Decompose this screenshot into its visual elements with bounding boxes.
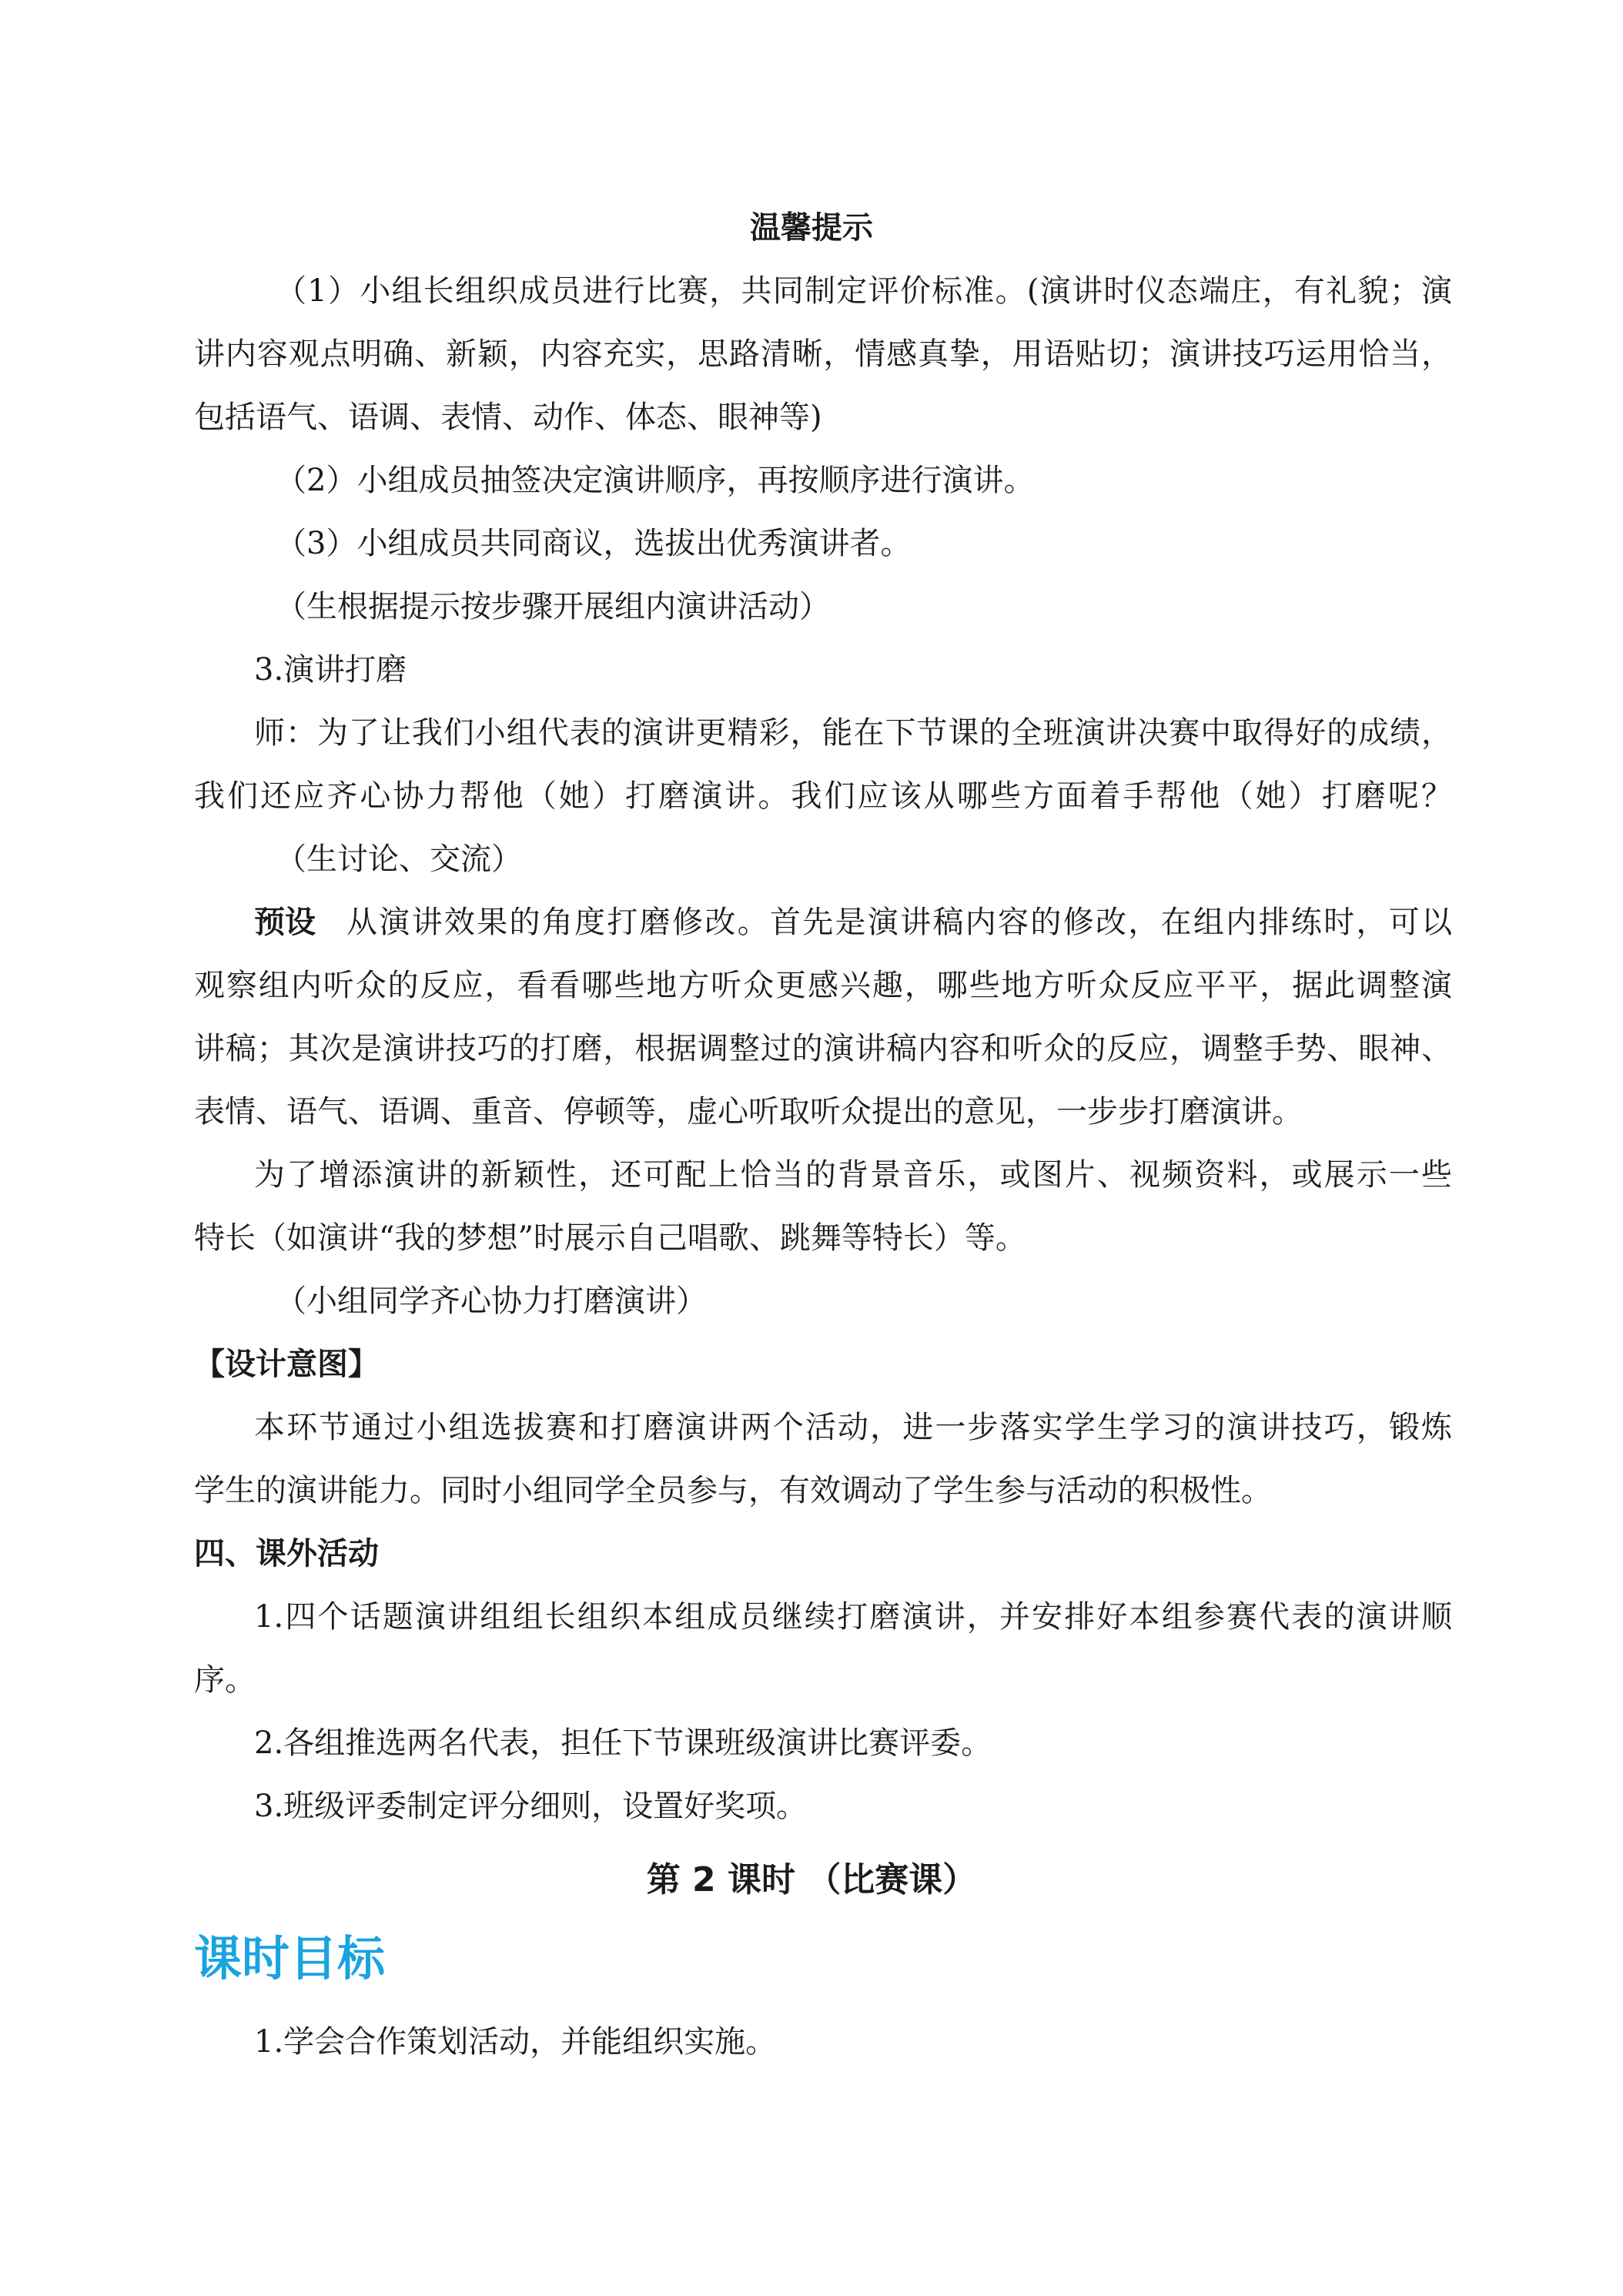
goals-heading: 课时目标 xyxy=(194,1930,386,1986)
extra-item3: 3.班级评委制定评分细则，设置好奖项。 xyxy=(254,1789,808,1824)
polish-discuss: （生讨论、交流） xyxy=(276,842,522,877)
tip-title: 温馨提示 xyxy=(750,210,873,246)
extra-item2: 2.各组推选两名代表，担任下节课班级演讲比赛评委。 xyxy=(254,1725,992,1761)
lesson2-title: 第 2 课时 （比赛课） xyxy=(646,1860,977,1899)
design-heading: 【设计意图】 xyxy=(194,1347,379,1382)
preset-line3: 讲稿；其次是演讲技巧的打磨，根据调整过的演讲稿内容和听众的反应，调整手势、眼神、 xyxy=(194,1031,1452,1066)
tip-item3: （3）小组成员共同商议，选拔出优秀演讲者。 xyxy=(276,526,912,561)
tip-item1-line3: 包括语气、语调、表情、动作、体态、眼神等) xyxy=(194,400,822,435)
tip-item2: （2）小组成员抽签决定演讲顺序，再按顺序进行演讲。 xyxy=(276,463,1035,498)
polish-note: （小组同学齐心协力打磨演讲） xyxy=(276,1284,707,1319)
tip-item1-line2: 讲内容观点明确、新颖，内容充实，思路清晰，情感真挚，用语贴切；演讲技巧运用恰当， xyxy=(194,336,1452,372)
design-line1: 本环节通过小组选拔赛和打磨演讲两个活动，进一步落实学生学习的演讲技巧，锻炼 xyxy=(254,1410,1452,1445)
extra-heading: 四、课外活动 xyxy=(194,1536,379,1571)
polish-teacher-line1: 师：为了让我们小组代表的演讲更精彩，能在下节课的全班演讲决赛中取得好的成绩， xyxy=(254,715,1452,751)
extra-item1-line1: 1.四个话题演讲组组长组织本组成员继续打磨演讲，并安排好本组参赛代表的演讲顺 xyxy=(254,1599,1452,1635)
preset-line4: 表情、语气、语调、重音、停顿等，虚心听取听众提出的意见，一步步打磨演讲。 xyxy=(194,1094,1303,1130)
polish-heading: 3.演讲打磨 xyxy=(254,652,407,688)
preset-label: 预设 xyxy=(254,905,316,940)
tip-note: （生根据提示按步骤开展组内演讲活动） xyxy=(276,589,830,624)
preset-line1: 从演讲效果的角度打磨修改。首先是演讲稿内容的修改，在组内排练时，可以 xyxy=(346,905,1452,940)
polish-teacher-line2: 我们还应齐心协力帮他（她）打磨演讲。我们应该从哪些方面着手帮他（她）打磨呢？ xyxy=(194,778,1452,814)
design-line2: 学生的演讲能力。同时小组同学全员参与，有效调动了学生参与活动的积极性。 xyxy=(194,1473,1272,1508)
novelty-line1: 为了增添演讲的新颖性，还可配上恰当的背景音乐，或图片、视频资料，或展示一些 xyxy=(254,1157,1452,1193)
preset-line2: 观察组内听众的反应，看看哪些地方听众更感兴趣，哪些地方听众反应平平，据此调整演 xyxy=(194,968,1452,1003)
novelty-line2: 特长（如演讲“我的梦想”时展示自己唱歌、跳舞等特长）等。 xyxy=(194,1220,1026,1256)
goal-1: 1.学会合作策划活动，并能组织实施。 xyxy=(254,2024,777,2060)
tip-item1-line1: （1）小组长组织成员进行比赛，共同制定评价标准。(演讲时仪态端庄，有礼貌；演 xyxy=(276,273,1452,309)
extra-item1-line2: 序。 xyxy=(194,1662,256,1698)
